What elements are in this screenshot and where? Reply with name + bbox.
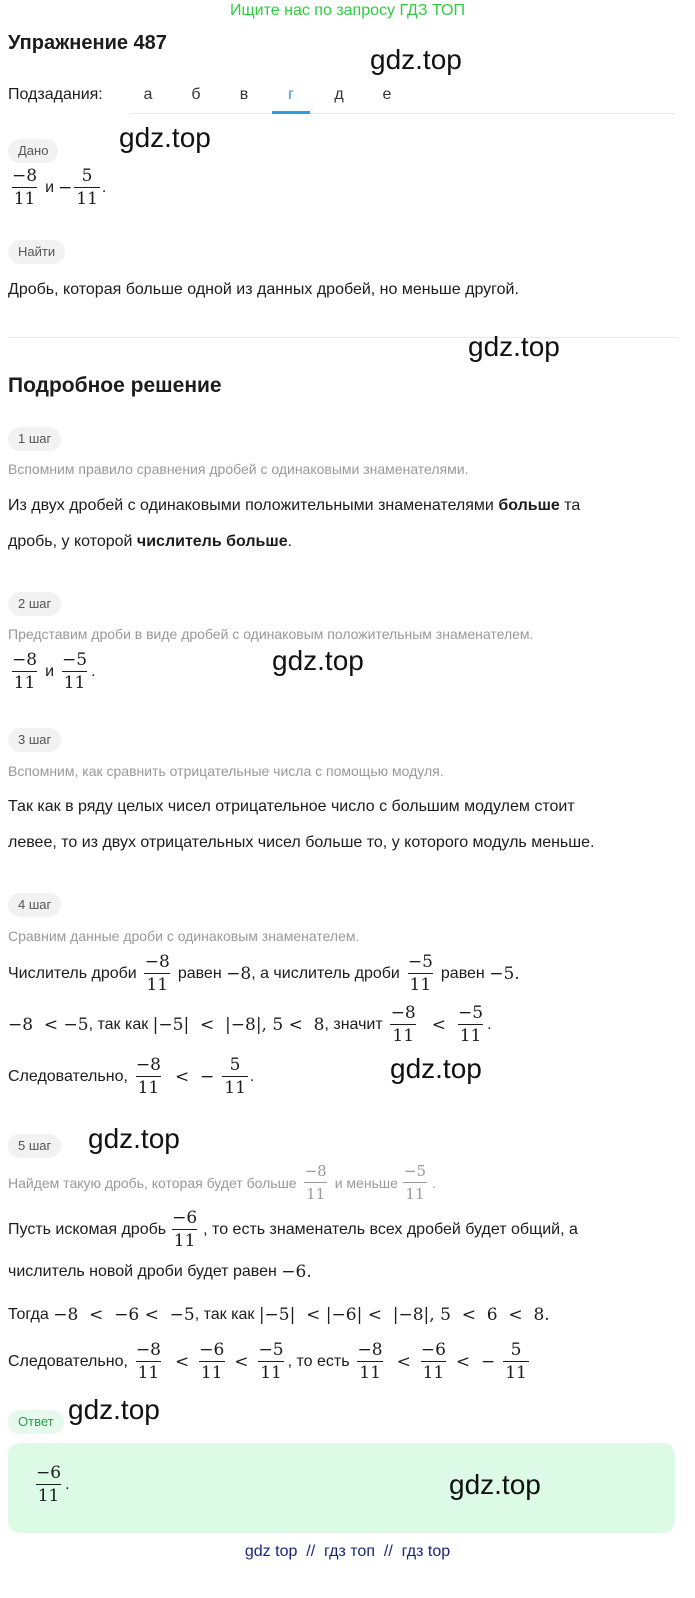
- fraction: $\frac{-8}{11}$: [390, 1003, 416, 1046]
- step-fractions: $\frac{-8}{11}$ и $\frac{-5}{11}$ .: [12, 650, 96, 693]
- step-hint: Представим дроби в виде дробей с одинаковым положительным знаменателем.: [8, 626, 534, 642]
- watermark: gdz.top: [68, 1394, 160, 1425]
- step-hint: Вспомним правило сравнения дробей с одинаковыми знаменателями.: [8, 461, 469, 477]
- step-text: Так как в ряду целых чисел отрицательное число с большим модулем стоит: [8, 798, 575, 815]
- find-text: Дробь, которая больше одной из данных дробей, но меньше другой.: [8, 281, 519, 298]
- fraction: $\frac{-6}{11}$: [36, 1463, 62, 1506]
- fraction: $\frac{-8}{11}$: [12, 650, 38, 693]
- step-text: −8 < −5 , так как |−5| < |−8|, 5 < 8 , значит $\frac{-8}{11}$ < $\frac{-5}{11}$ .: [8, 1003, 492, 1046]
- step-chip: 1 шаг: [8, 427, 61, 451]
- solution-title: Подробное решение: [8, 374, 222, 397]
- page-title: Упражнение 487: [8, 32, 167, 54]
- step-chip: 3 шаг: [8, 728, 61, 752]
- footer-links[interactable]: gdz top // гдз топ // гдз top: [244, 1543, 451, 1560]
- answer-value: $\frac{-6}{11}$ .: [36, 1463, 70, 1506]
- step-text: левее, то из двух отрицательных чисел больше то, у которого модуль меньше.: [8, 834, 595, 851]
- search-banner[interactable]: Ищите нас по запросу ГДЗ ТОП: [230, 2, 465, 19]
- step-chip: 5 шаг: [8, 1134, 61, 1158]
- step-hint: Сравним данные дроби с одинаковым знаменателем.: [8, 928, 360, 944]
- fraction: $\frac{-8}{11}$: [357, 1340, 383, 1383]
- answer-chip: Ответ: [8, 1410, 64, 1434]
- step-text: Из двух дробей с одинаковыми положительными знаменателями больше та: [8, 497, 581, 514]
- fraction: $\frac{-6}{11}$: [420, 1340, 446, 1383]
- step-text: Числитель дроби $\frac{-8}{11}$ равен −8 , а числитель дроби $\frac{-5}{11}$ равен −5.: [8, 952, 520, 995]
- watermark: gdz.top: [272, 645, 364, 676]
- watermark: gdz.top: [370, 44, 462, 75]
- step-text: дробь, у которой числитель больше.: [8, 533, 293, 550]
- watermark: gdz.top: [468, 331, 560, 362]
- fraction: $\frac{-6}{11}$: [172, 1208, 198, 1251]
- step-hint: Найдем такую дробь, которая будет больше $\frac{-8}{11}$ и меньше $\frac{-5}{11}$ .: [8, 1162, 436, 1203]
- fraction: $\frac{5}{11}$: [505, 1340, 527, 1383]
- given-chip: Дано: [8, 139, 58, 163]
- watermark: gdz.top: [390, 1053, 482, 1084]
- tab-g[interactable]: г: [288, 86, 294, 103]
- fraction: $\frac{-5}{11}$: [62, 650, 88, 693]
- tab-a[interactable]: а: [143, 86, 153, 103]
- tab-d[interactable]: д: [334, 86, 344, 103]
- step-text: Следовательно, $\frac{-8}{11}$ < $\frac{-6}{11}$ < $\frac{-5}{11}$ , то есть $\frac{-8}{11}$ < $\frac{-6}{11}$ < − $\frac{5}{11}$: [8, 1340, 527, 1383]
- active-tab-indicator: [272, 111, 310, 114]
- section-divider: [8, 337, 678, 338]
- tab-e[interactable]: е: [382, 86, 392, 103]
- fraction: $\frac{5}{11}$: [224, 1055, 246, 1098]
- answer-box: [8, 1443, 675, 1533]
- tab-b[interactable]: б: [191, 86, 201, 103]
- tabs-divider: [130, 113, 675, 114]
- watermark: gdz.top: [449, 1469, 541, 1500]
- given-fractions: $\frac{-8}{11}$ и − $\frac{5}{11}$ .: [12, 166, 107, 209]
- fraction: $\frac{-5}{11}$: [403, 1162, 427, 1203]
- fraction: $\frac{-5}{11}$: [458, 1003, 484, 1046]
- watermark: gdz.top: [119, 122, 211, 153]
- fraction: $\frac{-8}{11}$: [135, 1055, 161, 1098]
- fraction: $\frac{-8}{11}$: [304, 1162, 327, 1203]
- fraction: $\frac{-5}{11}$: [407, 952, 433, 995]
- watermark: gdz.top: [88, 1123, 180, 1154]
- fraction: $\frac{-8}{11}$: [12, 166, 38, 209]
- step-text: Следовательно, $\frac{-8}{11}$ < − $\frac{5}{11}$ .: [8, 1055, 255, 1098]
- fraction: $\frac{-8}{11}$: [144, 952, 170, 995]
- step-text: Пусть искомая дробь $\frac{-6}{11}$ , то есть знаменатель всех дробей будет общий, а: [8, 1208, 578, 1251]
- step-hint: Вспомним, как сравнить отрицательные числа с помощью модуля.: [8, 763, 444, 779]
- find-chip: Найти: [8, 240, 65, 264]
- subtasks-label: Подзадания:: [8, 86, 103, 103]
- step-text: числитель новой дроби будет равен −6.: [8, 1262, 312, 1282]
- fraction: $\frac{-6}{11}$: [199, 1340, 225, 1383]
- fraction: $\frac{-5}{11}$: [258, 1340, 284, 1383]
- fraction: $\frac{-8}{11}$: [135, 1340, 161, 1383]
- step-text: Тогда −8 < −6 < −5 , так как |−5| < |−6| < |−8|, 5 < 6 < 8.: [8, 1305, 550, 1325]
- fraction: $\frac{5}{11}$: [76, 166, 98, 209]
- step-chip: 4 шаг: [8, 893, 61, 917]
- tab-v[interactable]: в: [239, 86, 249, 103]
- step-chip: 2 шаг: [8, 592, 61, 616]
